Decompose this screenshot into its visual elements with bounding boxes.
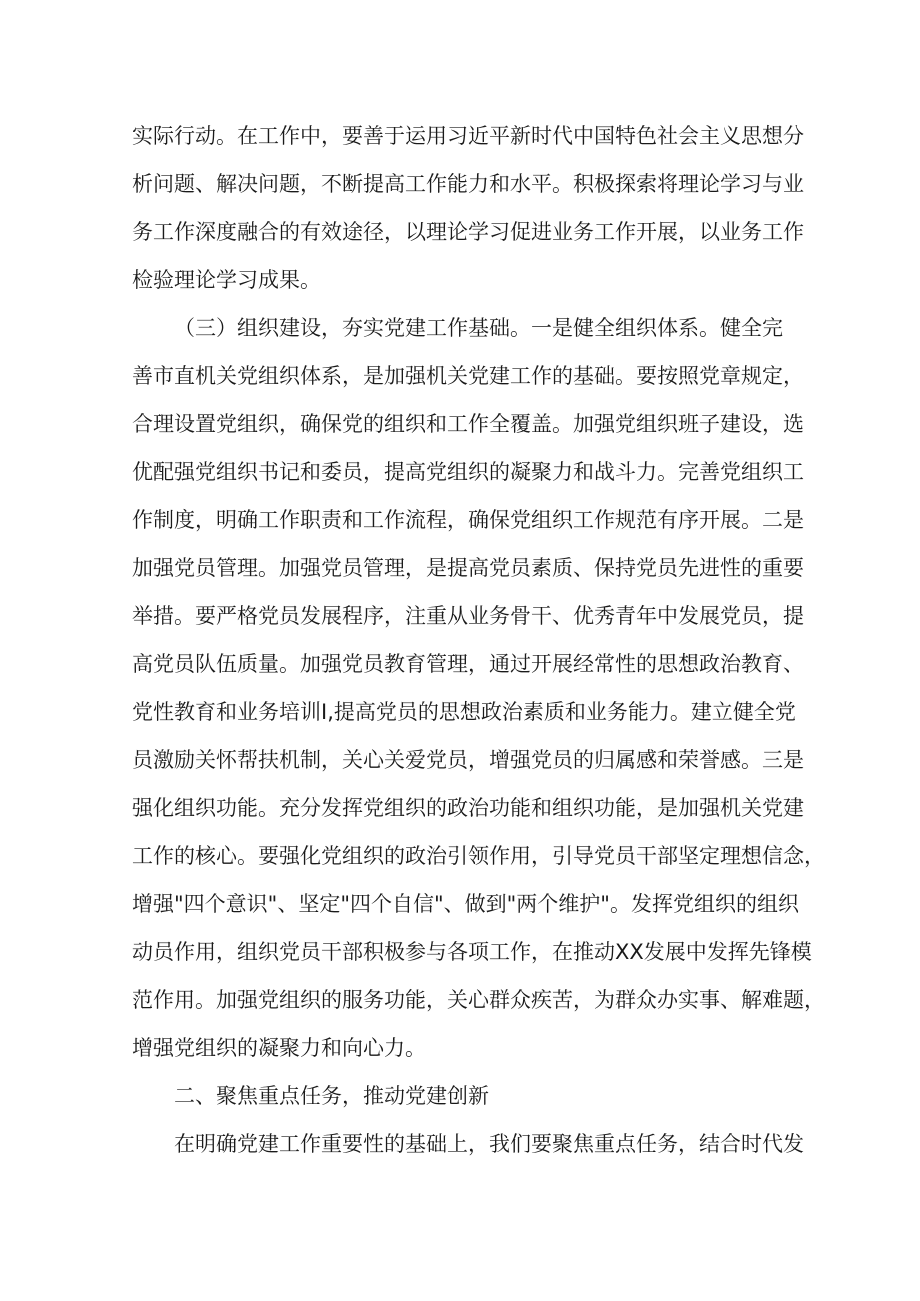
paragraph-line: 高党员队伍质量。加强党员教育管理，通过开展经常性的思想政治教育、 [132,652,804,676]
paragraph-line: 党性教育和业务培训I,提高党员的思想政治素质和业务能力。建立健全党 [132,700,796,724]
paragraph-line: 析问题、解决问题，不断提高工作能力和水平。积极探索将理论学习与业 [132,172,804,196]
paragraph-line: 增强"四个意识"、坚定"四个自信"、做到"两个维护"。发挥党组织的组织 [132,892,799,916]
paragraph-line: 动员作用，组织党员干部积极参与各项工作，在推动XX发展中发挥先锋模 [132,940,812,964]
paragraph-line: 实际行动。在工作中，要善于运用习近平新时代中国特色社会主义思想分 [132,124,804,148]
paragraph-line: 合理设置党组织，确保党的组织和工作全覆盖。加强党组织班子建设，选 [132,412,804,436]
paragraph-line: 优配强党组织书记和委员，提高党组织的凝聚力和战斗力。完善党组织工 [132,460,804,484]
paragraph-line: 增强党组织的凝聚力和向心力。 [132,1036,426,1060]
paragraph-line: 加强党员管理。加强党员管理，是提高党员素质、保持党员先进性的重要 [132,556,804,580]
paragraph-line: 善市直机关党组织体系，是加强机关党建工作的基础。要按照党章规定， [132,364,804,388]
paragraph-line: 在明确党建工作重要性的基础上，我们要聚焦重点任务，结合时代发 [174,1132,804,1156]
paragraph-line: 检验理论学习成果。 [132,268,321,292]
paragraph-line: 务工作深度融合的有效途径，以理论学习促进业务工作开展，以业务工作 [132,220,804,244]
section-heading-line: （三）组织建设，夯实党建工作基础。一是健全组织体系。健全完 [174,316,783,340]
paragraph-line: 举措。要严格党员发展程序，注重从业务骨干、优秀青年中发展党员，提 [132,604,804,628]
paragraph-line: 作制度，明确工作职责和工作流程，确保党组织工作规范有序开展。二是 [132,508,804,532]
paragraph-line: 强化组织功能。充分发挥党组织的政治功能和组织功能，是加强机关党建 [132,796,804,820]
paragraph-line: 工作的核心。要强化党组织的政治引领作用，引导党员干部坚定理想信念， [132,844,825,868]
section-heading-line: 二、聚焦重点任务，推动党建创新 [174,1084,489,1108]
paragraph-line: 员激励关怀帮扶机制，关心关爱党员，增强党员的归属感和荣誉感。三是 [132,748,804,772]
paragraph-line: 范作用。加强党组织的服务功能，关心群众疾苦，为群众办实事、解难题， [132,988,825,1012]
